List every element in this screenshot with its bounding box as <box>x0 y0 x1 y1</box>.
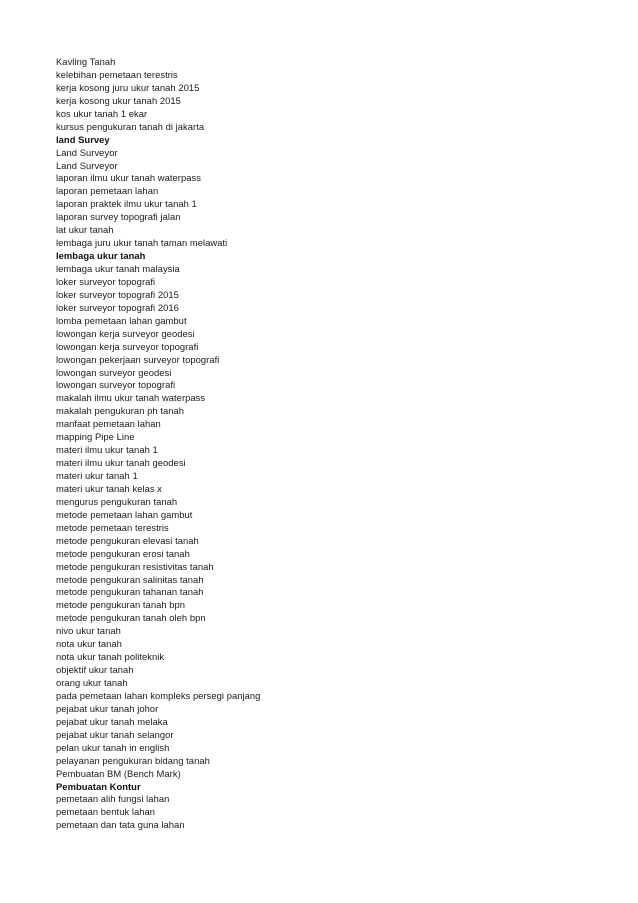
keyword-item: metode pemetaan terestris <box>56 521 169 533</box>
keyword-item: metode pemetaan lahan gambut <box>56 508 193 520</box>
keyword-item: metode pengukuran resistivitas tanah <box>56 560 214 572</box>
keyword-item: metode pengukuran elevasi tanah <box>56 534 199 546</box>
keyword-item: makalah ilmu ukur tanah waterpass <box>56 392 206 404</box>
keyword-item: laporan survey topografi jalan <box>56 211 181 223</box>
keyword-item: kos ukur tanah 1 ekar <box>56 107 148 119</box>
keyword-item: lowongan kerja surveyor topografi <box>56 340 199 352</box>
keyword-list <box>56 56 260 832</box>
keyword-item: pelan ukur tanah in english <box>56 741 170 753</box>
keyword-item: pada pemetaan lahan kompleks persegi panjang <box>56 689 261 701</box>
keyword-item: loker surveyor topografi <box>56 275 156 287</box>
keyword-item: materi ukur tanah 1 <box>56 470 138 481</box>
keyword-item: pejabat ukur tanah johor <box>56 702 159 714</box>
keyword-item: materi ilmu ukur tanah geodesi <box>56 457 186 469</box>
keyword-item: manfaat pemetaan lahan <box>56 418 161 430</box>
keyword-item: mapping Pipe Line <box>56 431 135 443</box>
keyword-item: kursus pengukuran tanah di jakarta <box>56 120 205 132</box>
keyword-item: lowongan pekerjaan surveyor topografi <box>56 353 220 365</box>
keyword-item: metode pengukuran tanah bpn <box>56 599 186 611</box>
keyword-item: kelebihan pemetaan terestris <box>56 68 178 80</box>
keyword-item: lowongan kerja surveyor geodesi <box>56 327 195 339</box>
keyword-item: metode pengukuran tahanan tanah <box>56 586 204 598</box>
keyword-item: kerja kosong ukur tanah 2015 <box>56 94 181 106</box>
keyword-item: lat ukur tanah <box>56 224 114 236</box>
keyword-item: laporan pemetaan lahan <box>56 185 159 197</box>
keyword-item: pelayanan pengukuran bidang tanah <box>56 754 210 766</box>
keyword-item: lembaga ukur tanah <box>56 250 146 262</box>
keyword-item: kerja kosong juru ukur tanah 2015 <box>56 81 200 93</box>
keyword-item: Pembuatan BM (Bench Mark) <box>56 767 181 779</box>
keyword-item: Pembuatan Kontur <box>56 780 141 792</box>
keyword-item: nivo ukur tanah <box>56 625 121 637</box>
keyword-item: lowongan surveyor geodesi <box>56 366 172 378</box>
keyword-item: pemetaan bentuk lahan <box>56 806 156 818</box>
keyword-item: materi ukur tanah kelas x <box>56 482 162 494</box>
keyword-item: objektif ukur tanah <box>56 664 134 676</box>
keyword-item: Land Surveyor <box>56 146 118 158</box>
keyword-item: nota ukur tanah <box>56 638 122 650</box>
keyword-item: lembaga ukur tanah malaysia <box>56 263 180 274</box>
keyword-item: laporan ilmu ukur tanah waterpass <box>56 172 201 184</box>
keyword-item: lembaga juru ukur tanah taman melawati <box>56 237 228 249</box>
keyword-item: land Survey <box>56 133 110 145</box>
keyword-item: lowongan surveyor topografi <box>56 379 176 391</box>
keyword-item: Land Surveyor <box>56 159 118 171</box>
keyword-item: loker surveyor topografi 2015 <box>56 288 179 300</box>
keyword-item: pemetaan alih fungsi lahan <box>56 793 170 805</box>
keyword-item: orang ukur tanah <box>56 677 128 688</box>
keyword-item: mengurus pengukuran tanah <box>56 495 178 507</box>
keyword-item: metode pengukuran erosi tanah <box>56 547 190 559</box>
keyword-item: Kavling Tanah <box>56 56 116 67</box>
keyword-item: nota ukur tanah politeknik <box>56 651 165 663</box>
keyword-item: pejabat ukur tanah melaka <box>56 715 168 727</box>
keyword-item: materi ilmu ukur tanah 1 <box>56 444 158 456</box>
keyword-item: pemetaan dan tata guna lahan <box>56 819 185 831</box>
keyword-item: metode pengukuran salinitas tanah <box>56 573 204 585</box>
keyword-item: makalah pengukuran ph tanah <box>56 405 185 417</box>
keyword-item: pejabat ukur tanah selangor <box>56 728 174 740</box>
keyword-item: metode pengukuran tanah oleh bpn <box>56 612 206 624</box>
keyword-item: lomba pemetaan lahan gambut <box>56 314 187 326</box>
keyword-item: loker surveyor topografi 2016 <box>56 301 179 313</box>
keyword-item: laporan praktek ilmu ukur tanah 1 <box>56 198 197 210</box>
